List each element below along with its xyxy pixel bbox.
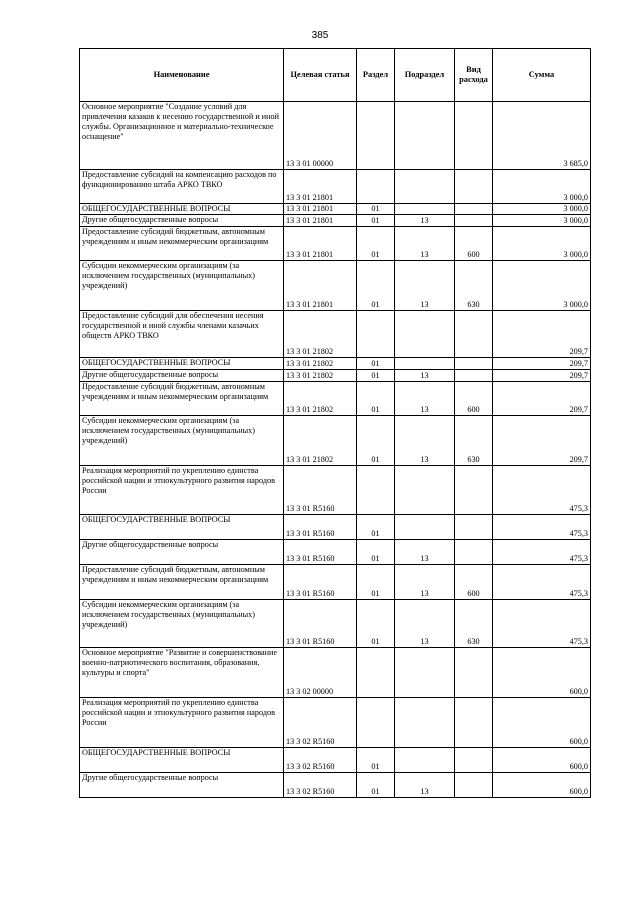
cell-code: 13 3 01 R5160 xyxy=(284,466,357,515)
cell-code: 13 3 01 21802 xyxy=(284,358,357,370)
cell-code: 13 3 02 R5160 xyxy=(284,748,357,773)
cell-podrazdel: 13 xyxy=(395,565,455,600)
cell-sum: 600,0 xyxy=(493,748,591,773)
table-row xyxy=(80,204,591,215)
cell-name: Предоставление субсидий бюджетным, автономным учреждениям и иным некоммерческим организациям xyxy=(80,382,284,416)
cell-sum: 475,3 xyxy=(493,600,591,648)
cell-podrazdel xyxy=(395,204,455,215)
cell-name: ОБЩЕГОСУДАРСТВЕННЫЕ ВОПРОСЫ xyxy=(80,515,284,540)
cell-name: Основное мероприятие "Развитие и совершенствование военно-патриотического воспитания, образования, культуры и спорта" xyxy=(80,648,284,698)
table-row xyxy=(80,773,591,798)
cell-name: ОБЩЕГОСУДАРСТВЕННЫЕ ВОПРОСЫ xyxy=(80,748,284,773)
cell-razdel xyxy=(357,170,395,204)
cell-razdel xyxy=(357,102,395,170)
cell-sum: 600,0 xyxy=(493,773,591,798)
cell-razdel: 01 xyxy=(357,204,395,215)
table-row xyxy=(80,370,591,382)
cell-name: Другие общегосударственные вопросы xyxy=(80,370,284,382)
cell-vid xyxy=(455,698,493,748)
header-name: Наименование xyxy=(80,49,284,102)
cell-vid xyxy=(455,358,493,370)
cell-vid: 600 xyxy=(455,227,493,261)
cell-sum: 3 685,0 xyxy=(493,102,591,170)
cell-podrazdel: 13 xyxy=(395,227,455,261)
table-row xyxy=(80,540,591,565)
table-row xyxy=(80,648,591,698)
cell-vid: 600 xyxy=(455,565,493,600)
cell-sum: 209,7 xyxy=(493,370,591,382)
cell-sum: 475,3 xyxy=(493,466,591,515)
cell-name: Предоставление субсидий для обеспечения несения государственной и иной службы членами казачьих обществ АРКО ТВКО xyxy=(80,311,284,358)
header-vid: Вид расхода xyxy=(455,49,493,102)
cell-sum: 209,7 xyxy=(493,358,591,370)
cell-sum: 3 000,0 xyxy=(493,204,591,215)
cell-name: Другие общегосударственные вопросы xyxy=(80,773,284,798)
cell-code: 13 3 01 21801 xyxy=(284,261,357,311)
header-razdel: Раздел xyxy=(357,49,395,102)
cell-podrazdel xyxy=(395,648,455,698)
cell-razdel: 01 xyxy=(357,382,395,416)
cell-razdel: 01 xyxy=(357,773,395,798)
cell-code: 13 3 01 R5160 xyxy=(284,540,357,565)
cell-vid xyxy=(455,515,493,540)
cell-sum: 475,3 xyxy=(493,515,591,540)
cell-name: ОБЩЕГОСУДАРСТВЕННЫЕ ВОПРОСЫ xyxy=(80,358,284,370)
cell-podrazdel xyxy=(395,748,455,773)
cell-razdel: 01 xyxy=(357,215,395,227)
cell-podrazdel xyxy=(395,515,455,540)
cell-code: 13 3 01 21801 xyxy=(284,170,357,204)
cell-vid xyxy=(455,748,493,773)
cell-podrazdel xyxy=(395,311,455,358)
cell-razdel: 01 xyxy=(357,540,395,565)
cell-sum: 209,7 xyxy=(493,416,591,466)
budget-table xyxy=(79,48,591,798)
cell-sum: 3 000,0 xyxy=(493,227,591,261)
cell-podrazdel xyxy=(395,102,455,170)
cell-code: 13 3 01 21801 xyxy=(284,215,357,227)
cell-code: 13 3 02 00000 xyxy=(284,648,357,698)
cell-name: Другие общегосударственные вопросы xyxy=(80,540,284,565)
cell-razdel: 01 xyxy=(357,416,395,466)
cell-vid xyxy=(455,540,493,565)
table-row xyxy=(80,382,591,416)
cell-code: 13 3 02 R5160 xyxy=(284,773,357,798)
cell-vid xyxy=(455,466,493,515)
cell-vid xyxy=(455,215,493,227)
cell-code: 13 3 01 21801 xyxy=(284,227,357,261)
cell-vid: 630 xyxy=(455,600,493,648)
cell-code: 13 3 01 R5160 xyxy=(284,515,357,540)
cell-razdel: 01 xyxy=(357,370,395,382)
cell-name: Предоставление субсидий бюджетным, автономным учреждениям и иным некоммерческим организациям xyxy=(80,565,284,600)
cell-vid: 630 xyxy=(455,261,493,311)
cell-name: Предоставление субсидий бюджетным, автономным учреждениям и иным некоммерческим организациям xyxy=(80,227,284,261)
cell-vid xyxy=(455,170,493,204)
cell-code: 13 3 01 21801 xyxy=(284,204,357,215)
table-row xyxy=(80,227,591,261)
table-row xyxy=(80,565,591,600)
cell-vid: 600 xyxy=(455,382,493,416)
table-row xyxy=(80,170,591,204)
cell-podrazdel: 13 xyxy=(395,382,455,416)
cell-razdel xyxy=(357,466,395,515)
cell-vid xyxy=(455,102,493,170)
cell-razdel: 01 xyxy=(357,565,395,600)
cell-code: 13 3 01 21802 xyxy=(284,416,357,466)
cell-sum: 475,3 xyxy=(493,565,591,600)
cell-vid: 630 xyxy=(455,416,493,466)
cell-razdel: 01 xyxy=(357,515,395,540)
cell-name: Другие общегосударственные вопросы xyxy=(80,215,284,227)
cell-code: 13 3 01 21802 xyxy=(284,370,357,382)
cell-code: 13 3 01 R5160 xyxy=(284,600,357,648)
header-sum: Сумма xyxy=(493,49,591,102)
table-row xyxy=(80,261,591,311)
cell-sum: 209,7 xyxy=(493,382,591,416)
cell-name: Субсидии некоммерческим организациям (за исключением государственных (муниципальных) учреждений) xyxy=(80,416,284,466)
cell-razdel xyxy=(357,648,395,698)
cell-name: Реализация мероприятий по укреплению единства российской нации и этнокультурного развития народов России xyxy=(80,466,284,515)
cell-code: 13 3 01 21802 xyxy=(284,382,357,416)
cell-name: Реализация мероприятий по укреплению единства российской нации и этнокультурного развития народов России xyxy=(80,698,284,748)
cell-sum: 3 000,0 xyxy=(493,170,591,204)
table-row xyxy=(80,311,591,358)
cell-razdel xyxy=(357,311,395,358)
table-body xyxy=(80,102,591,798)
cell-name: Субсидии некоммерческим организациям (за исключением государственных (муниципальных) учреждений) xyxy=(80,261,284,311)
cell-podrazdel: 13 xyxy=(395,540,455,565)
cell-podrazdel xyxy=(395,170,455,204)
cell-vid xyxy=(455,648,493,698)
cell-podrazdel xyxy=(395,698,455,748)
cell-podrazdel: 13 xyxy=(395,416,455,466)
cell-code: 13 3 01 R5160 xyxy=(284,565,357,600)
cell-razdel xyxy=(357,698,395,748)
table-row xyxy=(80,102,591,170)
cell-sum: 475,3 xyxy=(493,540,591,565)
cell-podrazdel: 13 xyxy=(395,215,455,227)
cell-name: Основное мероприятие "Создание условий для привлечения казаков к несению государственной и иной службы. Организационное и материально-техническое оснащение" xyxy=(80,102,284,170)
page-number: 385 xyxy=(311,30,329,41)
cell-sum: 600,0 xyxy=(493,698,591,748)
table-row xyxy=(80,748,591,773)
cell-sum: 3 000,0 xyxy=(493,215,591,227)
cell-razdel: 01 xyxy=(357,748,395,773)
header-code: Целевая статья xyxy=(284,49,357,102)
cell-vid xyxy=(455,204,493,215)
table-row xyxy=(80,515,591,540)
cell-podrazdel: 13 xyxy=(395,600,455,648)
cell-vid xyxy=(455,773,493,798)
cell-name: ОБЩЕГОСУДАРСТВЕННЫЕ ВОПРОСЫ xyxy=(80,204,284,215)
header-podrazdel: Подраздел xyxy=(395,49,455,102)
cell-razdel: 01 xyxy=(357,600,395,648)
cell-code: 13 3 01 21802 xyxy=(284,311,357,358)
cell-vid xyxy=(455,370,493,382)
table-header-row xyxy=(80,49,591,102)
cell-podrazdel: 13 xyxy=(395,370,455,382)
cell-podrazdel: 13 xyxy=(395,261,455,311)
table-row xyxy=(80,416,591,466)
table-row xyxy=(80,600,591,648)
cell-podrazdel xyxy=(395,358,455,370)
table-row xyxy=(80,698,591,748)
cell-razdel: 01 xyxy=(357,261,395,311)
cell-razdel: 01 xyxy=(357,358,395,370)
cell-sum: 209,7 xyxy=(493,311,591,358)
cell-sum: 3 000,0 xyxy=(493,261,591,311)
table-row xyxy=(80,358,591,370)
cell-sum: 600,0 xyxy=(493,648,591,698)
cell-name: Субсидии некоммерческим организациям (за исключением государственных (муниципальных) учреждений) xyxy=(80,600,284,648)
cell-vid xyxy=(455,311,493,358)
table-row xyxy=(80,466,591,515)
cell-razdel: 01 xyxy=(357,227,395,261)
cell-name: Предоставление субсидий на компенсацию расходов по функционированию штаба АРКО ТВКО xyxy=(80,170,284,204)
cell-podrazdel: 13 xyxy=(395,773,455,798)
cell-code: 13 3 01 00000 xyxy=(284,102,357,170)
cell-code: 13 3 02 R5160 xyxy=(284,698,357,748)
table-row xyxy=(80,215,591,227)
cell-podrazdel xyxy=(395,466,455,515)
